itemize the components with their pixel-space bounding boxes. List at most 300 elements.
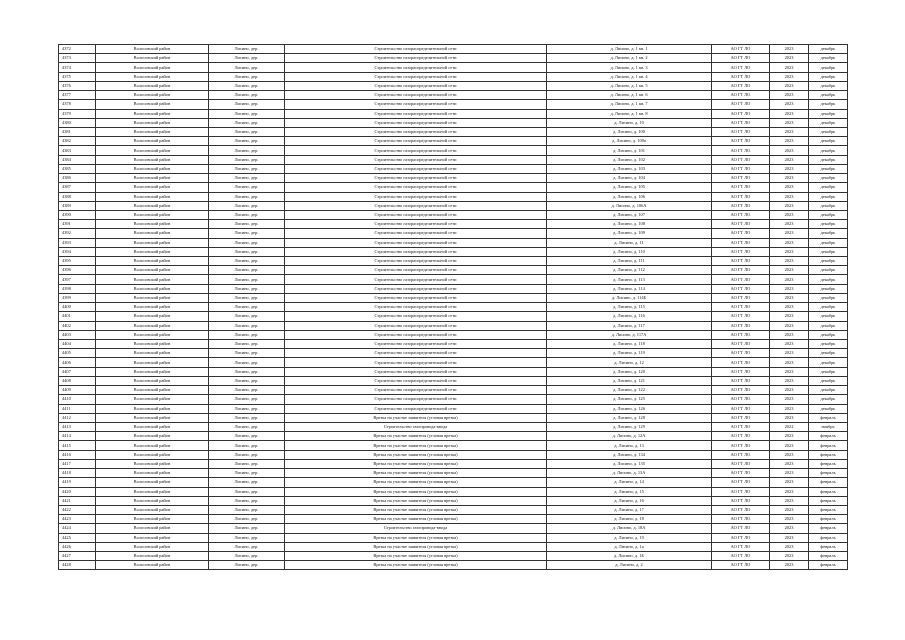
cell-settlement: Лисино, дер. [209,118,285,127]
cell-district: Волосовский район [96,201,209,210]
cell-year: 2023 [770,330,809,339]
cell-row-number: 4388 [59,192,96,201]
cell-address: д. Лисино, д. 100а [547,137,712,146]
cell-month: декабрь [809,257,848,266]
cell-district: Волосовский район [96,303,209,312]
cell-district: Волосовский район [96,192,209,201]
table-row [59,137,848,146]
cell-organization: АО ГТ ЛО [712,395,770,404]
cell-address: д. Лисино, д. 12А [547,432,712,441]
cell-settlement: Лисино, дер. [209,220,285,229]
cell-work-type: Строительство газораспределительной сети [285,340,547,349]
cell-district: Волосовский район [96,127,209,136]
cell-row-number: 4427 [59,552,96,561]
cell-organization: АО ГТ ЛО [712,238,770,247]
cell-address: д. Лисино, д. 113 [547,275,712,284]
cell-month: февраль [809,441,848,450]
cell-address: д. Лисино, д. 1 кв. 7 [547,100,712,109]
cell-address: д. Лисино, д. 121 [547,376,712,385]
cell-work-type: Строительство газопровода-ввода [285,524,547,533]
cell-organization: АО ГТ ЛО [712,54,770,63]
cell-address: д. Лисино, д. 115 [547,303,712,312]
cell-year: 2023 [770,496,809,505]
cell-organization: АО ГТ ЛО [712,100,770,109]
table-row [59,210,848,219]
cell-row-number: 4379 [59,109,96,118]
cell-settlement: Лисино, дер. [209,63,285,72]
cell-row-number: 4393 [59,238,96,247]
cell-address: д. Лисино, д. 18А [547,524,712,533]
cell-work-type: Строительство газораспределительной сети [285,183,547,192]
cell-row-number: 4398 [59,284,96,293]
cell-month: декабрь [809,220,848,229]
cell-settlement: Лисино, дер. [209,109,285,118]
cell-address: д. Лисино, д. 117 [547,321,712,330]
cell-address: д. Лисино, д. 1 кв. 2 [547,54,712,63]
cell-row-number: 4404 [59,340,96,349]
table-row [59,515,848,524]
cell-row-number: 4409 [59,386,96,395]
cell-month: декабрь [809,404,848,413]
cell-organization: АО ГТ ЛО [712,552,770,561]
cell-work-type: Строительство газораспределительной сети [285,220,547,229]
cell-district: Волосовский район [96,376,209,385]
cell-year: 2023 [770,552,809,561]
cell-work-type: Врезка на участке заявителя (угловая врезка) [285,542,547,551]
cell-row-number: 4422 [59,505,96,514]
cell-month: декабрь [809,247,848,256]
cell-settlement: Лисино, дер. [209,422,285,431]
cell-year: 2023 [770,118,809,127]
cell-settlement: Лисино, дер. [209,303,285,312]
cell-year: 2023 [770,459,809,468]
cell-row-number: 4412 [59,413,96,422]
cell-work-type: Строительство газораспределительной сети [285,376,547,385]
cell-year: 2023 [770,72,809,81]
cell-work-type: Строительство газораспределительной сети [285,72,547,81]
cell-settlement: Лисино, дер. [209,358,285,367]
cell-district: Волосовский район [96,478,209,487]
cell-settlement: Лисино, дер. [209,229,285,238]
table-row [59,552,848,561]
cell-address: д. Лисино, д. 104 [547,174,712,183]
cell-organization: АО ГТ ЛО [712,137,770,146]
table-row [59,109,848,118]
cell-district: Волосовский район [96,441,209,450]
cell-organization: АО ГТ ЛО [712,45,770,54]
cell-district: Волосовский район [96,505,209,514]
cell-settlement: Лисино, дер. [209,155,285,164]
cell-district: Волосовский район [96,210,209,219]
cell-settlement: Лисино, дер. [209,201,285,210]
cell-work-type: Врезка на участке заявителя (угловая врезка) [285,450,547,459]
cell-district: Волосовский район [96,413,209,422]
cell-work-type: Строительство газораспределительной сети [285,367,547,376]
cell-work-type: Строительство газораспределительной сети [285,155,547,164]
cell-district: Волосовский район [96,432,209,441]
cell-row-number: 4424 [59,524,96,533]
cell-address: д. Лисино, д. 1 кв. 4 [547,72,712,81]
cell-row-number: 4373 [59,54,96,63]
cell-month: декабрь [809,118,848,127]
cell-district: Волосовский район [96,284,209,293]
cell-settlement: Лисино, дер. [209,312,285,321]
cell-organization: АО ГТ ЛО [712,404,770,413]
cell-settlement: Лисино, дер. [209,54,285,63]
cell-organization: АО ГТ ЛО [712,413,770,422]
cell-month: декабрь [809,72,848,81]
table-row [59,386,848,395]
cell-row-number: 4376 [59,81,96,90]
cell-work-type: Строительство газораспределительной сети [285,275,547,284]
cell-address: д. Лисино, д. 1 кв. 8 [547,109,712,118]
cell-district: Волосовский район [96,275,209,284]
cell-year: 2023 [770,183,809,192]
cell-district: Волосовский район [96,293,209,302]
cell-address: д. Лисино, д. 120 [547,367,712,376]
cell-year: 2023 [770,561,809,570]
cell-row-number: 4383 [59,146,96,155]
cell-year: 2023 [770,100,809,109]
cell-settlement: Лисино, дер. [209,395,285,404]
cell-work-type: Строительство газораспределительной сети [285,229,547,238]
cell-district: Волосовский район [96,72,209,81]
cell-organization: АО ГТ ЛО [712,174,770,183]
cell-year: 2023 [770,340,809,349]
cell-year: 2023 [770,247,809,256]
cell-address: д. Лисино, д. 11 [547,238,712,247]
cell-month: декабрь [809,63,848,72]
cell-year: 2023 [770,275,809,284]
cell-organization: АО ГТ ЛО [712,358,770,367]
table-row [59,266,848,275]
cell-month: декабрь [809,312,848,321]
cell-work-type: Строительство газораспределительной сети [285,192,547,201]
cell-organization: АО ГТ ЛО [712,91,770,100]
cell-row-number: 4410 [59,395,96,404]
cell-settlement: Лисино, дер. [209,496,285,505]
cell-settlement: Лисино, дер. [209,552,285,561]
cell-year: 2023 [770,515,809,524]
cell-year: 2023 [770,257,809,266]
cell-address: д. Лисино, д. 13А [547,469,712,478]
cell-year: 2023 [770,137,809,146]
cell-district: Волосовский район [96,524,209,533]
cell-organization: АО ГТ ЛО [712,164,770,173]
table-row [59,330,848,339]
cell-settlement: Лисино, дер. [209,459,285,468]
cell-month: декабрь [809,137,848,146]
cell-row-number: 4380 [59,118,96,127]
cell-organization: АО ГТ ЛО [712,312,770,321]
cell-district: Волосовский район [96,358,209,367]
cell-settlement: Лисино, дер. [209,137,285,146]
cell-work-type: Строительство газораспределительной сети [285,257,547,266]
cell-row-number: 4403 [59,330,96,339]
cell-row-number: 4392 [59,229,96,238]
cell-organization: АО ГТ ЛО [712,210,770,219]
cell-address: д. Лисино, д. 103 [547,164,712,173]
table-row [59,63,848,72]
cell-organization: АО ГТ ЛО [712,192,770,201]
cell-settlement: Лисино, дер. [209,247,285,256]
cell-district: Волосовский район [96,487,209,496]
cell-month: декабрь [809,127,848,136]
cell-district: Волосовский район [96,515,209,524]
cell-month: февраль [809,432,848,441]
cell-settlement: Лисино, дер. [209,100,285,109]
cell-year: 2023 [770,358,809,367]
cell-month: февраль [809,524,848,533]
cell-year: 2023 [770,81,809,90]
cell-year: 2023 [770,127,809,136]
cell-work-type: Строительство газораспределительной сети [285,238,547,247]
cell-work-type: Врезка на участке заявителя (угловая врезка) [285,533,547,542]
cell-address: д. Лисино, д. 109 [547,229,712,238]
table-row [59,469,848,478]
cell-organization: АО ГТ ЛО [712,542,770,551]
cell-year: 2023 [770,164,809,173]
cell-organization: АО ГТ ЛО [712,561,770,570]
cell-row-number: 4386 [59,174,96,183]
cell-year: 2023 [770,284,809,293]
cell-work-type: Строительство газораспределительной сети [285,312,547,321]
table-row [59,247,848,256]
table-row [59,164,848,173]
cell-district: Волосовский район [96,386,209,395]
cell-year: 2023 [770,174,809,183]
cell-address: д. Лисино, д. 114Б [547,293,712,302]
table-row [59,367,848,376]
cell-district: Волосовский район [96,330,209,339]
table-row [59,542,848,551]
cell-row-number: 4382 [59,137,96,146]
cell-month: декабрь [809,284,848,293]
cell-address: д. Лисино, д. 1Б [547,552,712,561]
cell-month: февраль [809,533,848,542]
cell-month: декабрь [809,91,848,100]
table-row [59,127,848,136]
cell-district: Волосовский район [96,395,209,404]
cell-district: Волосовский район [96,312,209,321]
cell-month: декабрь [809,386,848,395]
cell-year: 2022 [770,422,809,431]
cell-organization: АО ГТ ЛО [712,533,770,542]
cell-organization: АО ГТ ЛО [712,127,770,136]
cell-year: 2023 [770,109,809,118]
cell-organization: АО ГТ ЛО [712,201,770,210]
cell-organization: АО ГТ ЛО [712,81,770,90]
cell-address: д. Лисино, д. 14 [547,478,712,487]
cell-year: 2023 [770,349,809,358]
cell-month: декабрь [809,266,848,275]
cell-district: Волосовский район [96,459,209,468]
cell-address: д. Лисино, д. 16 [547,496,712,505]
cell-organization: АО ГТ ЛО [712,275,770,284]
cell-address: д. Лисино, д. 105 [547,183,712,192]
cell-organization: АО ГТ ЛО [712,284,770,293]
table-row [59,229,848,238]
cell-settlement: Лисино, дер. [209,91,285,100]
cell-address: д. Лисино, д. 107 [547,210,712,219]
cell-organization: АО ГТ ЛО [712,220,770,229]
cell-address: д. Лисино, д. 1а [547,542,712,551]
cell-district: Волосовский район [96,496,209,505]
cell-row-number: 4384 [59,155,96,164]
cell-organization: АО ГТ ЛО [712,293,770,302]
cell-organization: АО ГТ ЛО [712,459,770,468]
table-row [59,293,848,302]
cell-address: д. Лисино, д. 10 [547,118,712,127]
cell-month: декабрь [809,340,848,349]
cell-work-type: Строительство газораспределительной сети [285,174,547,183]
cell-address: д. Лисино, д. 106А [547,201,712,210]
table-row [59,201,848,210]
cell-organization: АО ГТ ЛО [712,72,770,81]
cell-year: 2023 [770,91,809,100]
table-row [59,505,848,514]
cell-month: декабрь [809,155,848,164]
cell-settlement: Лисино, дер. [209,257,285,266]
cell-year: 2023 [770,524,809,533]
cell-row-number: 4375 [59,72,96,81]
cell-organization: АО ГТ ЛО [712,432,770,441]
cell-work-type: Строительство газораспределительной сети [285,386,547,395]
cell-row-number: 4394 [59,247,96,256]
table-row [59,183,848,192]
cell-settlement: Лисино, дер. [209,441,285,450]
cell-address: д. Лисино, д. 119 [547,349,712,358]
cell-address: д. Лисино, д. 100 [547,127,712,136]
cell-district: Волосовский район [96,109,209,118]
cell-month: декабрь [809,349,848,358]
cell-district: Волосовский район [96,247,209,256]
cell-year: 2023 [770,63,809,72]
cell-month: февраль [809,561,848,570]
cell-address: д. Лисино, д. 129 [547,422,712,431]
cell-organization: АО ГТ ЛО [712,340,770,349]
table-row [59,441,848,450]
cell-address: д. Лисино, д. 112 [547,266,712,275]
cell-organization: АО ГТ ЛО [712,496,770,505]
cell-address: д. Лисино, д. 135 [547,459,712,468]
table-row [59,275,848,284]
cell-work-type: Строительство газораспределительной сети [285,81,547,90]
cell-work-type: Строительство газораспределительной сети [285,137,547,146]
cell-district: Волосовский район [96,450,209,459]
cell-organization: АО ГТ ЛО [712,330,770,339]
cell-district: Волосовский район [96,469,209,478]
cell-organization: АО ГТ ЛО [712,469,770,478]
cell-year: 2023 [770,266,809,275]
cell-year: 2023 [770,238,809,247]
cell-row-number: 4417 [59,459,96,468]
cell-work-type: Строительство газораспределительной сети [285,358,547,367]
cell-settlement: Лисино, дер. [209,174,285,183]
cell-settlement: Лисино, дер. [209,127,285,136]
cell-district: Волосовский район [96,561,209,570]
cell-district: Волосовский район [96,367,209,376]
cell-address: д. Лисино, д. 116 [547,312,712,321]
cell-work-type: Строительство газораспределительной сети [285,266,547,275]
table-row [59,496,848,505]
table-row [59,487,848,496]
table-row [59,257,848,266]
cell-row-number: 4381 [59,127,96,136]
table-row [59,284,848,293]
cell-work-type: Строительство газораспределительной сети [285,247,547,256]
cell-month: февраль [809,487,848,496]
cell-settlement: Лисино, дер. [209,349,285,358]
cell-row-number: 4418 [59,469,96,478]
cell-district: Волосовский район [96,91,209,100]
cell-settlement: Лисино, дер. [209,45,285,54]
table-row [59,478,848,487]
cell-year: 2023 [770,201,809,210]
cell-year: 2023 [770,487,809,496]
cell-month: февраль [809,515,848,524]
table-row [59,524,848,533]
cell-year: 2023 [770,54,809,63]
cell-month: декабрь [809,109,848,118]
cell-work-type: Строительство газораспределительной сети [285,303,547,312]
cell-organization: АО ГТ ЛО [712,349,770,358]
table-row [59,174,848,183]
cell-month: декабрь [809,54,848,63]
cell-address: д. Лисино, д. 1 кв. 1 [547,45,712,54]
cell-year: 2023 [770,312,809,321]
cell-district: Волосовский район [96,552,209,561]
table-row [59,404,848,413]
cell-month: декабрь [809,201,848,210]
cell-work-type: Врезка на участке заявителя (угловая врезка) [285,552,547,561]
cell-month: декабрь [809,367,848,376]
cell-year: 2023 [770,220,809,229]
cell-district: Волосовский район [96,257,209,266]
table-row [59,561,848,570]
cell-row-number: 4402 [59,321,96,330]
cell-district: Волосовский район [96,238,209,247]
cell-organization: АО ГТ ЛО [712,118,770,127]
cell-month: ноябрь [809,422,848,431]
cell-address: д. Лисино, д. 18 [547,515,712,524]
cell-organization: АО ГТ ЛО [712,524,770,533]
cell-address: д. Лисино, д. 106 [547,192,712,201]
cell-month: февраль [809,413,848,422]
cell-month: декабрь [809,376,848,385]
cell-settlement: Лисино, дер. [209,340,285,349]
cell-month: декабрь [809,146,848,155]
cell-settlement: Лисино, дер. [209,524,285,533]
cell-year: 2023 [770,432,809,441]
table-row [59,118,848,127]
cell-year: 2023 [770,441,809,450]
table-row [59,395,848,404]
cell-district: Волосовский район [96,183,209,192]
cell-month: декабрь [809,303,848,312]
cell-year: 2023 [770,45,809,54]
cell-organization: АО ГТ ЛО [712,386,770,395]
cell-organization: АО ГТ ЛО [712,422,770,431]
cell-row-number: 4390 [59,210,96,219]
cell-settlement: Лисино, дер. [209,561,285,570]
table-row [59,45,848,54]
cell-month: декабрь [809,395,848,404]
cell-settlement: Лисино, дер. [209,413,285,422]
cell-organization: АО ГТ ЛО [712,515,770,524]
cell-organization: АО ГТ ЛО [712,266,770,275]
cell-district: Волосовский район [96,137,209,146]
